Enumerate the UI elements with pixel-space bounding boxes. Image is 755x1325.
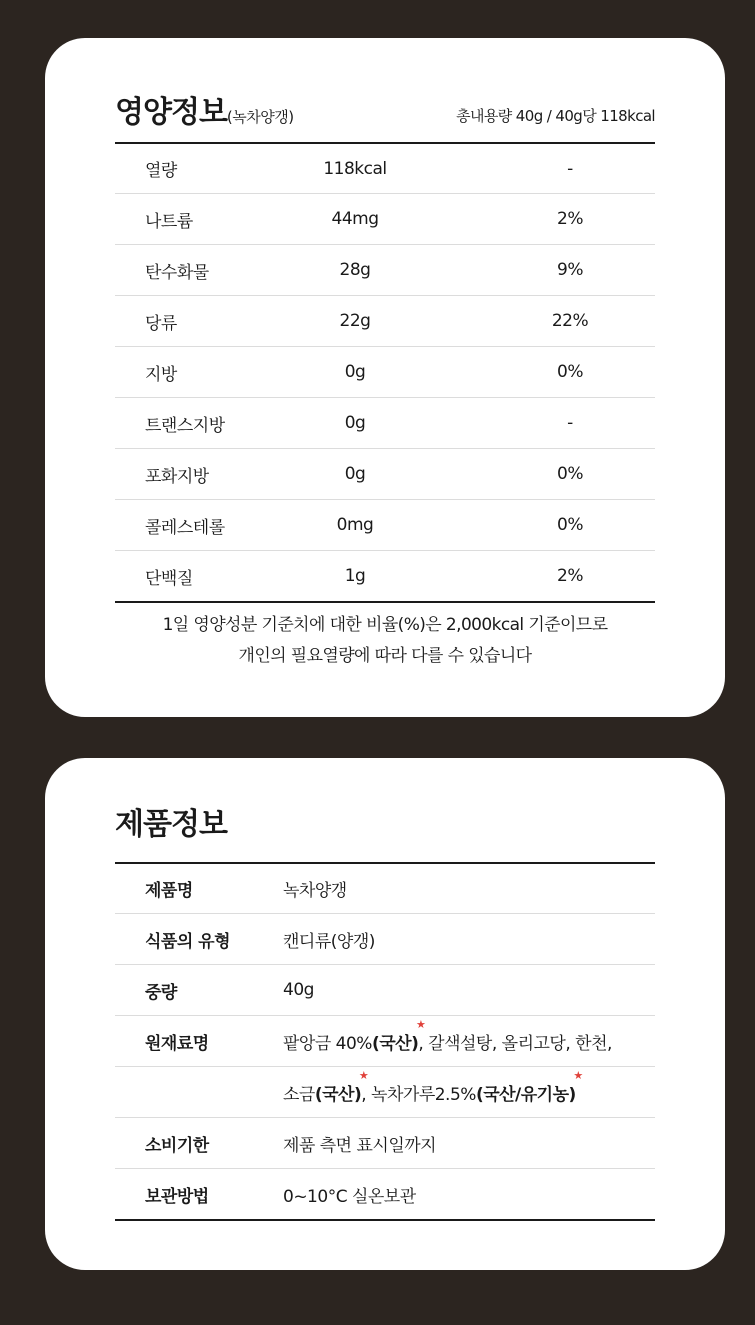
total-content-info: 총내용량 40g / 40g당 118kcal — [456, 107, 655, 125]
nutrient-daily-value: 9% — [557, 260, 583, 280]
table-row — [115, 964, 655, 1015]
nutrient-amount: 44mg — [331, 209, 379, 229]
table-row — [115, 144, 655, 193]
nutrient-amount: 22g — [339, 311, 371, 331]
table-row — [115, 1066, 655, 1117]
table-row — [115, 448, 655, 499]
origin-text: (국산/유기농) — [475, 1084, 576, 1105]
food-type-value: 캔디류(양갱) — [283, 931, 375, 952]
ingredient-text: 팥앙금 40% — [283, 1033, 372, 1054]
origin-mark — [475, 1068, 583, 1105]
star-icon: ★ — [415, 1017, 426, 1031]
nutrient-amount: 0g — [344, 413, 366, 433]
table-row — [115, 499, 655, 550]
nutrient-amount: 28g — [339, 260, 371, 280]
nutrient-name: 나트륨 — [145, 211, 193, 232]
table-row — [115, 295, 655, 346]
product-name-label: 제품명 — [145, 881, 193, 901]
table-row — [115, 1015, 655, 1066]
ingredients-label: 원재료명 — [145, 1033, 209, 1054]
nutrient-amount: 0mg — [336, 515, 374, 535]
nutrient-amount: 0g — [344, 362, 366, 382]
table-row — [115, 244, 655, 295]
star-icon: ★ — [573, 1068, 583, 1082]
product-info-title: 제품정보 — [115, 807, 227, 842]
nutrient-name: 당류 — [145, 313, 177, 334]
nutrition-header — [115, 88, 655, 128]
product-info-card — [45, 758, 725, 1270]
nutrient-daily-value: - — [567, 413, 573, 433]
table-row — [115, 864, 655, 913]
ingredients-line-2 — [283, 1068, 655, 1105]
nutrition-card — [45, 38, 725, 717]
nutrient-daily-value: 2% — [557, 209, 583, 229]
origin-mark — [371, 1017, 426, 1054]
note-line-2: 개인의 필요열량에 따라 다를 수 있습니다 — [238, 646, 532, 666]
nutrient-name: 콜레스테롤 — [145, 517, 225, 538]
expiry-label: 소비기한 — [145, 1135, 209, 1156]
table-row — [115, 550, 655, 601]
nutrient-name: 지방 — [145, 364, 177, 385]
nutrition-title-text: 영양정보 — [115, 95, 227, 130]
origin-mark — [314, 1068, 369, 1105]
weight-value: 40g — [283, 980, 314, 1000]
origin-text: (국산) — [371, 1033, 419, 1054]
table-row — [115, 346, 655, 397]
table-row — [115, 1168, 655, 1219]
nutrient-name: 트랜스지방 — [145, 415, 225, 436]
storage-label: 보관방법 — [145, 1186, 209, 1207]
nutrient-amount: 0g — [344, 464, 366, 484]
table-row — [115, 1117, 655, 1168]
note-line-1: 1일 영양성분 기준치에 대한 비율(%)은 2,000kcal 기준이므로 — [162, 615, 608, 635]
ingredient-text: , 갈색설탕, 올리고당, 한천, — [418, 1033, 612, 1054]
nutrient-daily-value: 2% — [557, 566, 583, 586]
table-row — [115, 913, 655, 964]
product-name-value: 녹차양갱 — [283, 881, 347, 901]
food-type-label: 식품의 유형 — [145, 931, 231, 952]
ingredient-text: , 녹차가루2.5% — [361, 1084, 476, 1105]
nutrient-daily-value: 22% — [551, 311, 589, 331]
nutrition-table — [115, 142, 655, 603]
star-icon: ★ — [358, 1068, 369, 1082]
nutrient-name: 단백질 — [145, 568, 193, 589]
table-row — [115, 397, 655, 448]
expiry-value: 제품 측면 표시일까지 — [283, 1135, 437, 1156]
nutrient-daily-value: 0% — [557, 464, 583, 484]
nutrient-daily-value: 0% — [557, 515, 583, 535]
nutrient-name: 탄수화물 — [145, 262, 209, 283]
nutrition-subtitle: (녹차양갱) — [226, 108, 294, 126]
product-info-table — [115, 862, 655, 1221]
daily-value-note — [45, 610, 725, 672]
ingredient-text: 소금 — [283, 1084, 315, 1105]
nutrition-title — [115, 95, 294, 130]
ingredients-line-1 — [283, 1017, 655, 1054]
nutrient-daily-value: 0% — [557, 362, 583, 382]
nutrient-amount: 1g — [344, 566, 366, 586]
table-row — [115, 193, 655, 244]
origin-text: (국산) — [314, 1084, 362, 1105]
nutrient-amount: 118kcal — [323, 158, 387, 179]
nutrient-daily-value: - — [567, 158, 573, 179]
storage-value: 0~10°C 실온보관 — [283, 1186, 416, 1207]
nutrient-name: 포화지방 — [145, 466, 209, 487]
weight-label: 중량 — [145, 982, 177, 1003]
nutrient-name: 열량 — [145, 161, 177, 181]
